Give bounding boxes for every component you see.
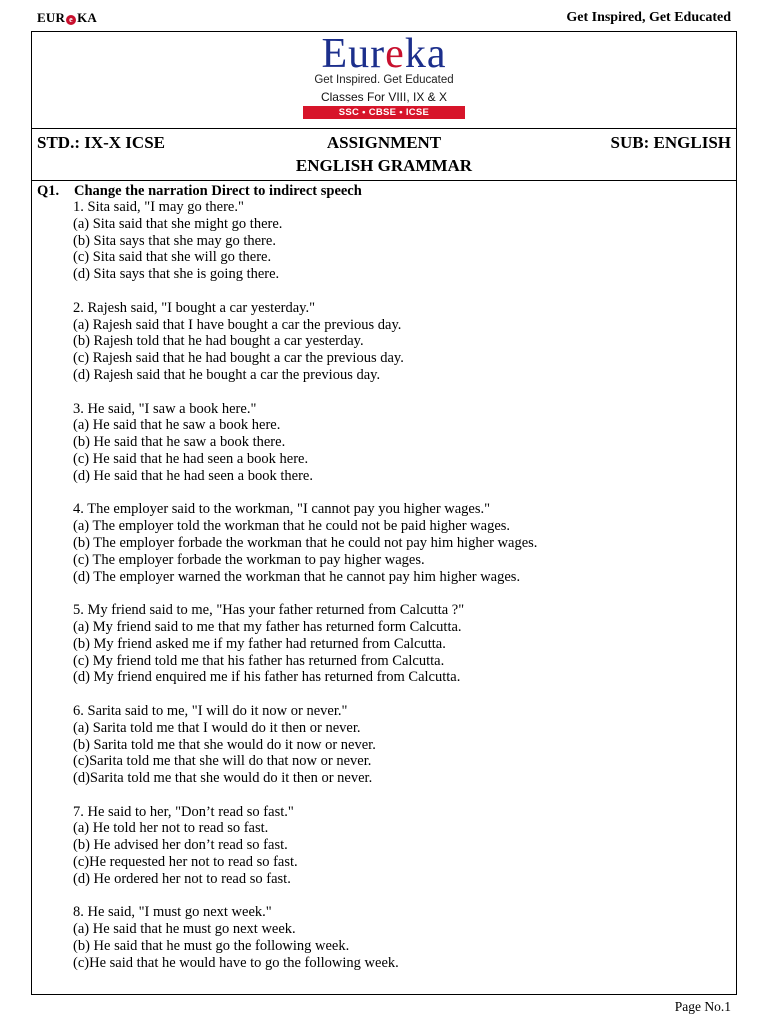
- item-option: (d) He said that he had seen a book there.: [73, 467, 313, 484]
- item-stem: 4. The employer said to the workman, "I cannot pay you higher wages.": [73, 501, 491, 518]
- question-item: [73, 300, 733, 384]
- document-header: [37, 133, 731, 155]
- logo-tagline: Get Inspired. Get Educated: [314, 74, 454, 86]
- eureka-logo: [301, 31, 467, 120]
- brand-logo-mark: e: [66, 15, 76, 25]
- running-header: [37, 8, 731, 30]
- logo-word-start: Eur: [321, 31, 386, 77]
- running-header-tagline: Get Inspired, Get Educated: [566, 10, 731, 25]
- brand-name: [37, 10, 97, 26]
- divider: [32, 128, 736, 129]
- item-stem: 7. He said to her, "Don’t read so fast.": [73, 803, 294, 820]
- question-number: Q1.: [37, 183, 60, 199]
- logo-word-accent: e: [385, 31, 405, 77]
- item-option: (a) The employer told the workman that he could not be paid higher wages.: [73, 518, 511, 535]
- item-option: (d) My friend enquired me if his father has returned from Calcutta.: [73, 669, 461, 686]
- item-option: (a) He told her not to read so fast.: [73, 820, 269, 837]
- item-option: (b) Sarita told me that she would do it now or never.: [73, 736, 376, 753]
- item-option: (c)Sarita told me that she will do that now or never.: [73, 753, 372, 770]
- item-option: (b) My friend asked me if my father had returned from Calcutta.: [73, 635, 446, 652]
- item-stem: 1. Sita said, "I may go there.": [73, 199, 244, 215]
- item-option: (a) Sita said that she might go there.: [73, 215, 283, 232]
- item-option: (c) He said that he had seen a book here.: [73, 450, 309, 467]
- document-title: ASSIGNMENT: [326, 133, 442, 152]
- item-option: (d) Rajesh said that he bought a car the previous day.: [73, 366, 381, 383]
- item-option: (c) Rajesh said that he had bought a car the previous day.: [73, 350, 404, 367]
- item-option: (d) He ordered her not to read so fast.: [73, 870, 291, 887]
- question-item: [73, 602, 733, 686]
- standard-label: STD.: IX-X ICSE: [37, 133, 165, 152]
- brand-text-start: EUR: [37, 10, 66, 25]
- item-option: (c) The employer forbade the workman to pay higher wages.: [73, 551, 425, 568]
- logo-classes: Classes For VIII, IX & X: [320, 90, 448, 104]
- logo-wordmark: [301, 32, 467, 76]
- logo-boards-banner: SSC • CBSE • ICSE: [303, 106, 465, 119]
- item-stem: 2. Rajesh said, "I bought a car yesterday.": [73, 299, 316, 316]
- question-item: [73, 501, 733, 585]
- item-option: (a) Rajesh said that I have bought a car the previous day.: [73, 316, 402, 333]
- item-option: (a) He said that he must go next week.: [73, 921, 296, 938]
- question-item: [73, 904, 733, 971]
- item-option: (b) He advised her don’t read so fast.: [73, 837, 288, 854]
- divider: [32, 180, 736, 181]
- page-number: Page No.1: [674, 999, 731, 1014]
- item-option: (d)Sarita told me that she would do it then or never.: [73, 770, 373, 787]
- document-subtitle: ENGLISH GRAMMAR: [295, 156, 473, 175]
- item-option: (b) He said that he saw a book there.: [73, 434, 286, 451]
- item-stem: 6. Sarita said to me, "I will do it now or never.": [73, 702, 348, 719]
- item-option: (b) Rajesh told that he had bought a car yesterday.: [73, 333, 364, 350]
- item-stem: 5. My friend said to me, "Has your father returned from Calcutta ?": [73, 602, 465, 619]
- logo-word-end: ka: [404, 31, 447, 77]
- item-option: (c) Sita said that she will go there.: [73, 249, 272, 266]
- item-option: (c) My friend told me that his father has returned from Calcutta.: [73, 652, 445, 669]
- question-items: [73, 199, 733, 988]
- item-option: (a) He said that he saw a book here.: [73, 417, 281, 434]
- question-item: [73, 401, 733, 485]
- question-item: [73, 703, 733, 787]
- item-option: (b) Sita says that she may go there.: [73, 232, 276, 249]
- item-stem: 3. He said, "I saw a book here.": [73, 400, 257, 417]
- item-option: (b) The employer forbade the workman that he could not pay him higher wages.: [73, 534, 538, 551]
- question-item: [73, 804, 733, 888]
- item-option: (a) Sarita told me that I would do it then or never.: [73, 719, 361, 736]
- item-option: (a) My friend said to me that my father has returned form Calcutta.: [73, 618, 462, 635]
- subject-label: SUB: ENGLISH: [610, 133, 731, 152]
- item-option: (c)He said that he would have to go the following week.: [73, 954, 399, 971]
- item-stem: 8. He said, "I must go next week.": [73, 904, 272, 921]
- item-option: (d) The employer warned the workman that he cannot pay him higher wages.: [73, 568, 521, 585]
- item-option: (d) Sita says that she is going there.: [73, 266, 280, 283]
- question-title: Change the narration Direct to indirect speech: [74, 183, 362, 199]
- item-option: (c)He requested her not to read so fast.: [73, 854, 298, 871]
- question-item: [73, 199, 733, 283]
- brand-text-end: KA: [77, 10, 97, 25]
- item-option: (b) He said that he must go the following week.: [73, 938, 350, 955]
